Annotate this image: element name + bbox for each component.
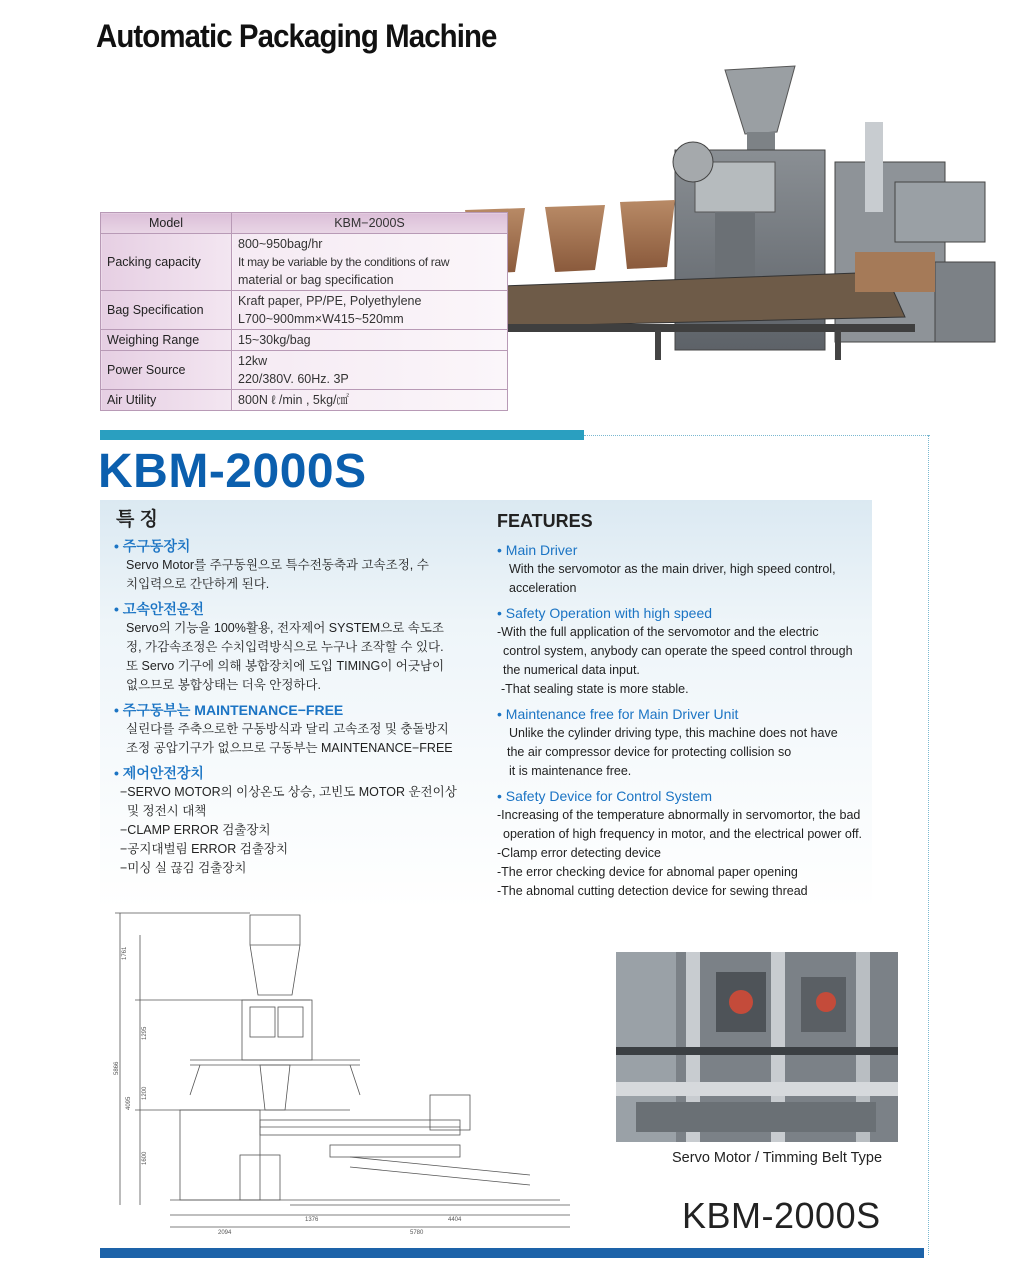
servo-photo <box>616 952 898 1142</box>
feature-line: −공지대벌림 ERROR 검출장치 <box>120 842 289 856</box>
feature-line: −SERVO MOTOR의 이상온도 상승, 고빈도 MOTOR 운전이상 <box>120 785 457 799</box>
feature-line: 치입력으로 간단하게 된다. <box>126 577 270 591</box>
spec-row-air <box>101 390 508 411</box>
page-title: Automatic Packaging Machine <box>96 18 497 54</box>
feature-line: -That sealing state is more stable. <box>501 682 689 696</box>
spec-label: Bag Specification <box>101 291 232 330</box>
spec-value: 15~30kg/bag <box>232 330 508 351</box>
feature-line: 또 Servo 기구에 의해 봉합장치에 도입 TIMING이 어긋남이 <box>126 659 445 673</box>
feature-line: it is maintenance free. <box>509 764 632 778</box>
feature-line: the air compressor device for protecting collision so <box>507 745 792 759</box>
feature-title: • 주구동장치 <box>114 538 191 554</box>
feature-line: -The error checking device for abnomal paper opening <box>497 865 798 879</box>
feature-title: • 주구동부는 MAINTENANCE−FREE <box>114 702 344 718</box>
dim-label: 2094 <box>218 1230 232 1236</box>
bottom-model-label: KBM-2000S <box>682 1195 881 1236</box>
spec-row-packing <box>101 234 508 291</box>
spec-label: Packing capacity <box>101 234 232 291</box>
feature-title: • 고속안전운전 <box>114 601 204 617</box>
feature-title: • Maintenance free for Main Driver Unit <box>497 706 739 722</box>
dim-label: 1600 <box>142 1151 148 1165</box>
features-en-header: FEATURES <box>497 511 593 531</box>
spec-row-weighing <box>101 330 508 351</box>
dim-label: 1376 <box>305 1217 319 1223</box>
dim-label: 1295 <box>142 1026 148 1040</box>
spec-value: 800N ℓ /min , 5kg/㎠ <box>232 390 508 411</box>
feature-line: acceleration <box>509 581 577 595</box>
feature-line: -The abnomal cutting detection device for sewing thread <box>497 884 808 898</box>
blue-rule-top <box>100 430 584 440</box>
features-ko-header: 특 징 <box>116 509 158 530</box>
dim-label: 5866 <box>114 1061 120 1075</box>
feature-title: • Main Driver <box>497 542 578 558</box>
feature-line: control system, anybody can operate the speed control through <box>503 644 853 658</box>
spec-row-power <box>101 351 508 390</box>
servo-caption: Servo Motor / Timming Belt Type <box>672 1150 883 1166</box>
spec-value: L700~900mm×W415~520mm <box>238 312 404 326</box>
feature-line: Servo의 기능을 100%활용, 전자제어 SYSTEM으로 속도조 <box>126 621 444 635</box>
spec-value: 220/380V. 60Hz. 3P <box>238 372 349 386</box>
spec-value: 800~950bag/hr <box>238 237 323 251</box>
feature-line: With the servomotor as the main driver, high speed control, <box>509 562 836 576</box>
machine-photo <box>455 62 1005 362</box>
dim-label: 4095 <box>126 1096 132 1110</box>
feature-title: • 제어안전장치 <box>114 765 204 781</box>
feature-line: Unlike the cylinder driving type, this machine does not have <box>509 726 838 740</box>
model-heading: KBM-2000S <box>98 445 367 498</box>
feature-line: −CLAMP ERROR 검출장치 <box>120 823 271 837</box>
spec-label: Weighing Range <box>101 330 232 351</box>
dim-label: 4404 <box>448 1217 462 1223</box>
dim-label: 1761 <box>122 946 128 960</box>
feature-line: 실린다를 주축으로한 구동방식과 달리 고속조정 및 충돌방지 <box>126 722 449 736</box>
blue-rule-bottom <box>100 1248 924 1258</box>
dim-label: 1200 <box>142 1086 148 1100</box>
technical-drawing <box>110 905 570 1240</box>
dim-label: 5780 <box>410 1230 424 1236</box>
feature-line: -Clamp error detecting device <box>497 846 661 860</box>
dotted-border-right <box>928 435 929 1255</box>
spec-row-bag <box>101 291 508 330</box>
spec-table <box>100 212 508 411</box>
feature-line: 조정 공압기구가 없으므로 구동부는 MAINTENANCE−FREE <box>126 741 453 755</box>
spec-label: Air Utility <box>101 390 232 411</box>
feature-line: the numerical data input. <box>503 663 640 677</box>
spec-label: Power Source <box>101 351 232 390</box>
feature-line: -With the full application of the servomotor and the electric <box>497 625 819 639</box>
spec-value: material or bag specification <box>238 273 394 287</box>
spec-value: It may be variable by the conditions of raw <box>238 255 450 269</box>
feature-line: 없으므로 봉합상태는 더욱 안정하다. <box>126 678 322 692</box>
features-ko <box>114 510 494 878</box>
feature-line: 정, 가감속조정은 수치입력방식으로 누구나 조작할 수 있다. <box>126 640 444 654</box>
spec-value: Kraft paper, PP/PE, Polyethylene <box>238 294 422 308</box>
feature-line: −미싱 실 끊김 검출장치 <box>120 861 247 875</box>
spec-value: 12kw <box>238 354 268 368</box>
dotted-border-top <box>584 435 930 436</box>
feature-line: Servo Motor를 주구동원으로 특수전동축과 고속조정, 수 <box>126 558 429 572</box>
feature-title: • Safety Operation with high speed <box>497 605 713 621</box>
feature-title: • Safety Device for Control System <box>497 788 712 804</box>
spec-header-label: Model <box>101 213 232 234</box>
spec-header-row <box>101 213 508 234</box>
feature-line: -Increasing of the temperature abnormally in servomortor, the bad <box>497 808 861 822</box>
features-en <box>497 510 877 901</box>
feature-line: operation of high frequency in motor, and the electrical power off. <box>503 827 863 841</box>
feature-line: 및 정전시 대책 <box>120 804 207 818</box>
spec-header-value: KBM−2000S <box>232 213 508 234</box>
